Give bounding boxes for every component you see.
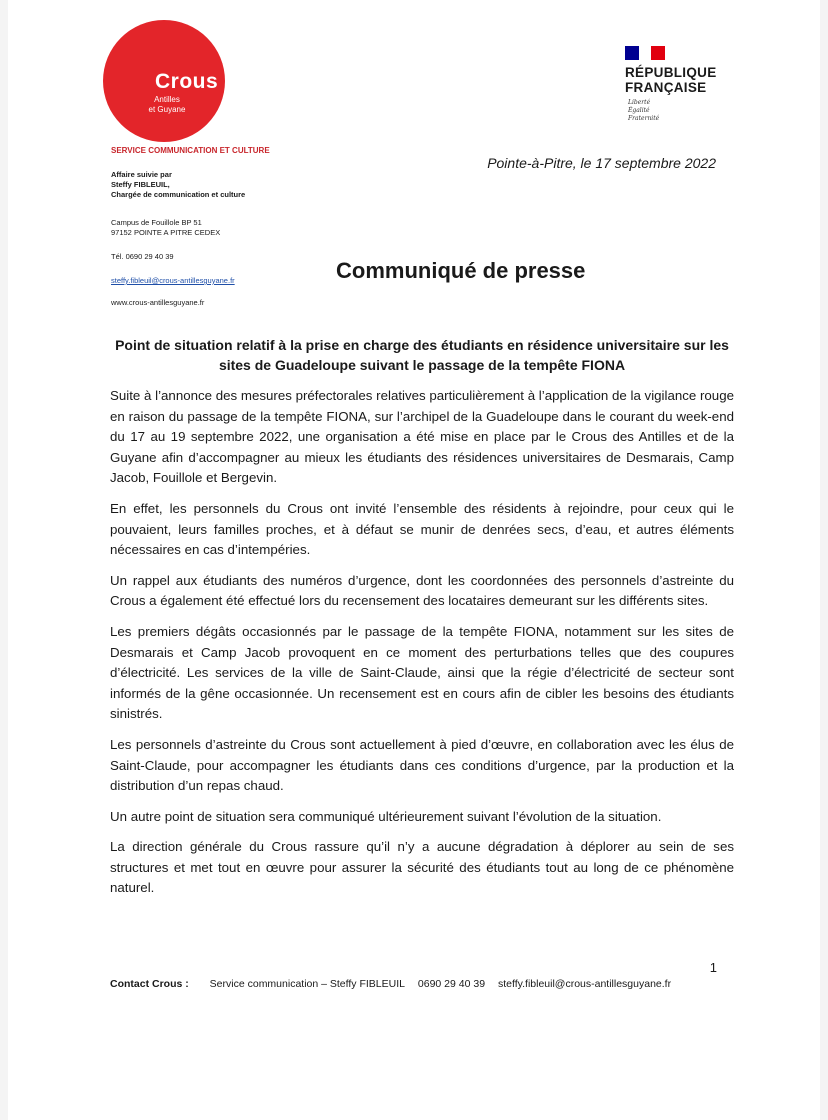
body-paragraph-2: En effet, les personnels du Crous ont invité l’ensemble des résidents à rejoindre, pour ceux qui le pouvaient, leurs familles proches, et à défaut se munir de denrées secs, d’eau, et autres éléments nécessaires en cas d’intempéries.: [110, 500, 734, 558]
affaire-line3: Chargée de communication et culture: [111, 190, 246, 199]
press-release-subject: Point de situation relatif à la prise en charge des étudiants en résidence universitaire sur les sites de Guadeloupe suivant le passage de la tempête FIONA: [115, 337, 729, 373]
body-paragraph-4: Les premiers dégâts occasionnés par le passage de la tempête FIONA, notamment sur les sites de Desmarais et Camp Jacob provoquent en ce moment des perturbations telles que des coupures d’électricité. Les services de la ville de Saint-Claude, ainsi que la régie d’électricité de secteur sont informés de la gêne occasionnée. Un recensement est en cours afin de cibler les besoins des étudiants sinistrés.: [110, 623, 734, 722]
flag-white-band: [639, 46, 651, 60]
press-release-body: [110, 386, 734, 909]
republique-line: RÉPUBLIQUE: [625, 65, 717, 80]
affaire-line1: Affaire suivie par: [111, 170, 172, 179]
footer-email: steffy.fibleuil@crous-antillesguyane.fr: [497, 978, 672, 990]
sender-email-link[interactable]: steffy.fibleuil@crous-antillesguyane.fr: [111, 276, 235, 285]
affaire-line2: Steffy FIBLEUIL,: [111, 180, 170, 189]
footer-phone: 0690 29 40 39: [417, 978, 486, 990]
body-paragraph-7: La direction générale du Crous rassure qu’il n’y a aucune dégradation à déplorer au sein de ses structures et met tout en œuvre pour assurer la sécurité des étudiants tout au long de ce phénomène naturel.: [110, 839, 734, 896]
republic-motto: [628, 99, 659, 123]
crous-logo-subtitle-line1: Antilles: [154, 95, 180, 104]
body-paragraph-1: Suite à l’annonce des mesures préfectorales relatives particulièrement à l’application de la vigilance rouge en raison du passage de la tempête FIONA, sur l’archipel de la Guadeloupe dans le courant du week-end du 17 au 19 septembre 2022, une organisation a été mise en place par le Crous des Antilles et de la Guyane afin d’accompagner au mieux les étudiants des résidences universitaires de Desmarais, Camp Jacob, Fouillole et Bergevin.: [110, 388, 734, 486]
address-line2: 97152 POINTE A PITRE CEDEX: [111, 228, 221, 237]
footer-label: Contact Crous :: [110, 978, 189, 990]
document-date: Pointe-à-Pitre, le 17 septembre 2022: [487, 155, 716, 171]
footer-service: Service communication – Steffy FIBLEUIL: [209, 978, 405, 990]
french-flag-icon: [625, 46, 665, 60]
motto-egalite: Égalité: [628, 107, 650, 114]
motto-liberte: Liberté: [628, 99, 651, 106]
body-paragraph-6: Un autre point de situation sera communiqué ultérieurement suivant l’évolution de la situation.: [110, 808, 662, 824]
press-release-title: Communiqué de presse: [336, 258, 586, 283]
sender-website: www.crous-antillesguyane.fr: [111, 298, 205, 307]
address-block: [111, 218, 220, 238]
motto-fraternite: Fraternité: [628, 115, 660, 122]
document-page: [8, 0, 820, 1120]
flag-red-band: [651, 46, 665, 60]
crous-logo-subtitle-line2: et Guyane: [148, 105, 186, 114]
affaire-block: [111, 170, 245, 200]
flag-blue-band: [625, 46, 639, 60]
crous-logo-name: Crous: [155, 70, 219, 93]
footer-contact: [110, 978, 671, 990]
address-line1: Campus de Fouillole BP 51: [111, 218, 202, 227]
body-paragraph-3: Un rappel aux étudiants des numéros d’urgence, dont les coordonnées des personnels d’astreinte du Crous a également été effectué lors du recensement des locataires demeurant sur les différents sites.: [110, 572, 734, 609]
service-name: SERVICE COMMUNICATION ET CULTURE: [111, 146, 270, 155]
page-number: 1: [709, 960, 717, 975]
body-paragraph-5: Les personnels d’astreinte du Crous sont actuellement à pied d’œuvre, en collaboration avec les élus de Saint-Claude, pour accompagner les étudiants dans ces conditions d’urgence, par la production et la distribution d’un repas chaud.: [110, 736, 734, 794]
sender-phone: Tél. 0690 29 40 39: [111, 252, 174, 261]
francaise-line: FRANÇAISE: [625, 80, 707, 95]
crous-logo-subtitle: [137, 95, 197, 115]
republique-francaise-title: [625, 65, 717, 95]
